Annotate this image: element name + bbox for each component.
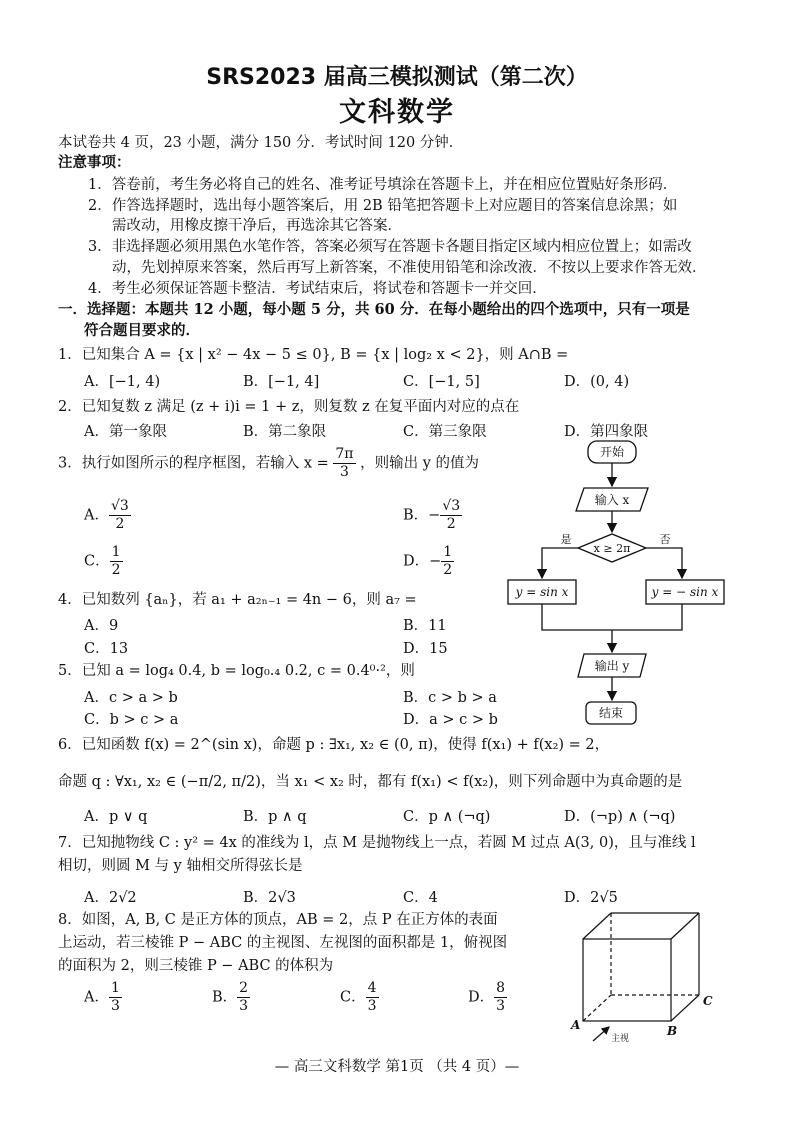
flow-output-label: 输出 y xyxy=(594,659,630,673)
flow-end-label: 结束 xyxy=(598,706,624,720)
q3-option-c-label: C． xyxy=(84,553,110,570)
q3-option-d-den: 2 xyxy=(443,562,453,578)
section-heading: 一．选择题：本题共 12 小题，每小题 5 分，共 60 分．在每小题给出的四个选项中，只有一项是 xyxy=(58,301,690,318)
q1-stem: 1．已知集合 A = {x | x² − 4x − 5 ≤ 0}, B = {x | log₂ x < 2}，则 A∩B = xyxy=(58,347,569,363)
q4-option-b[interactable]: B．11 xyxy=(403,618,447,634)
q8-option-b-den: 3 xyxy=(239,998,249,1014)
exam-subject: 文科数学 xyxy=(339,97,455,128)
q7-option-d[interactable]: D．2√5 xyxy=(564,890,618,906)
q2-stem: 2．已知复数 z 满足 (z + i)i = 1 + z，则复数 z 在复平面内对应的点在 xyxy=(58,399,520,415)
q7-stem-line2: 相切，则圆 M 与 y 轴相交所得弦长是 xyxy=(58,858,303,874)
q8-option-b-num: 2 xyxy=(239,980,249,996)
q3-option-b[interactable] xyxy=(403,498,462,533)
q1-option-c[interactable]: C．[−1, 5] xyxy=(403,374,480,390)
flow-input-label: 输入 x xyxy=(594,493,630,507)
q3-stem-pre: 3．执行如图所示的程序框图，若输入 x = xyxy=(58,455,329,472)
q3-option-d-fraction xyxy=(441,544,454,579)
notice-2-cont: 需改动，用橡皮擦干净后，再选涂其它答案． xyxy=(112,218,402,234)
q4-stem: 4．已知数列 {aₙ}，若 a₁ + a₂ₙ₋₁ = 4n − 6，则 a₇ = xyxy=(58,592,417,608)
q3-option-d-label: D． xyxy=(403,553,430,570)
exam-info: 本试卷共 4 页，23 小题，满分 150 分．考试时间 120 分钟． xyxy=(58,135,464,151)
q8-option-d-num: 8 xyxy=(496,980,506,996)
q1-option-a[interactable]: A．[−1, 4) xyxy=(84,374,161,390)
q8-stem-line1: 8．如图，A, B, C 是正方体的顶点，AB = 2，点 P 在正方体的表面 xyxy=(58,912,498,928)
flow-start-label: 开始 xyxy=(599,445,625,459)
q8-option-a-den: 3 xyxy=(110,998,120,1014)
page-footer: — 高三文科数学 第1页 （共 4 页）— xyxy=(274,1059,520,1075)
q8-option-a-label: A． xyxy=(84,989,109,1006)
q8-option-c-fraction xyxy=(366,980,379,1015)
cube-figure xyxy=(565,905,725,1045)
q6-stem-line1: 6．已知函数 f(x) = 2^(sin x)，命题 p : ∃x₁, x₂ ∈ (0, π)，使得 f(x₁) + f(x₂) = 2， xyxy=(58,737,610,753)
q4-option-d[interactable]: D．15 xyxy=(403,641,448,657)
q8-option-a-fraction xyxy=(109,980,122,1015)
cube-label-c: C xyxy=(703,994,713,1008)
q6-stem-line2: 命题 q : ∀x₁, x₂ ∈ (−π/2, π/2)，当 x₁ < x₂ 时，都有 f(x₁) < f(x₂)，则下列命题中为真命题的是 xyxy=(58,774,683,790)
q3-option-c-num: 1 xyxy=(111,544,121,560)
q8-option-d[interactable] xyxy=(468,980,507,1015)
q7-option-a[interactable]: A．2√2 xyxy=(84,890,137,906)
q3-option-d-sign: − xyxy=(429,553,442,570)
cube-view-label: 主视 xyxy=(611,1034,630,1044)
q2-option-b[interactable]: B．第二象限 xyxy=(243,424,327,440)
q8-option-a-num: 1 xyxy=(110,980,120,996)
q3-option-d[interactable] xyxy=(403,544,454,579)
q8-option-d-den: 3 xyxy=(496,998,506,1014)
flow-no-label: 否 xyxy=(659,533,671,546)
notice-4: 4．考生必须保证答题卡整洁．考试结束后，将试卷和答题卡一并交回． xyxy=(88,281,547,297)
q8-option-a[interactable] xyxy=(84,980,122,1015)
flow-condition-label: x ≥ 2π xyxy=(593,542,631,555)
q5-stem: 5．已知 a = log₄ 0.4, b = log₀.₄ 0.2, c = 0.4⁰·²，则 xyxy=(58,663,415,679)
q6-option-b[interactable]: B．p ∧ q xyxy=(243,809,307,825)
q7-stem-line1: 7．已知抛物线 C : y² = 4x 的准线为 l，点 M 是抛物线上一点，若圆 M 过点 A(3, 0)，且与准线 l xyxy=(58,835,696,851)
q6-option-c[interactable]: C．p ∧ (¬q) xyxy=(403,809,491,825)
q7-option-c[interactable]: C．4 xyxy=(403,890,438,906)
q6-option-d[interactable]: D．(¬p) ∧ (¬q) xyxy=(564,809,676,825)
q7-option-b[interactable]: B．2√3 xyxy=(243,890,296,906)
cube-front-face xyxy=(583,939,671,1021)
cube-label-b: B xyxy=(667,1024,678,1038)
flowchart xyxy=(500,436,740,736)
q8-option-c-num: 4 xyxy=(367,980,377,996)
q2-option-d[interactable]: D．第四象限 xyxy=(564,424,649,440)
q3-option-a-fraction xyxy=(109,498,131,533)
q3-option-b-den: 2 xyxy=(446,516,456,532)
q5-option-b[interactable]: B．c > b > a xyxy=(403,690,497,706)
notice-3-cont: 动，先划掉原来答案，然后再写上新答案，不准使用铅笔和涂改液．不按以上要求作答无效． xyxy=(112,260,707,276)
q3-input-fraction xyxy=(333,446,355,481)
q5-option-a[interactable]: A．c > a > b xyxy=(84,690,178,706)
q3-option-a-label: A． xyxy=(84,507,109,524)
q8-option-b-fraction xyxy=(237,980,250,1015)
q3-option-b-fraction xyxy=(440,498,462,533)
notice-2: 2．作答选择题时，选出每小题答案后，用 2B 铅笔把答题卡上对应题目的答案信息涂黑；如 xyxy=(88,198,678,214)
exam-title: SRS2023 届高三模拟测试（第二次） xyxy=(206,65,588,90)
q1-option-d[interactable]: D．(0, 4) xyxy=(564,374,630,390)
notice-1: 1．答卷前，考生务必将自己的姓名、准考证号填涂在答题卡上，并在相应位置贴好条形码． xyxy=(88,177,678,193)
q8-option-d-label: D． xyxy=(468,989,495,1006)
q8-option-b-label: B． xyxy=(212,989,238,1006)
q3-input-denominator: 3 xyxy=(339,464,349,480)
q3-option-a[interactable] xyxy=(84,498,131,533)
q2-option-a[interactable]: A．第一象限 xyxy=(84,424,167,440)
q4-option-a[interactable]: A．9 xyxy=(84,618,119,634)
q3-option-c-fraction xyxy=(110,544,123,579)
notice-title: 注意事项： xyxy=(58,154,131,171)
notice-3: 3．非选择题必须用黑色水笔作答，答案必须写在答题卡各题目指定区域内相应位置上；如需改 xyxy=(88,239,692,255)
q4-option-c[interactable]: C．13 xyxy=(84,641,129,657)
q5-option-d[interactable]: D．a > c > b xyxy=(403,712,498,728)
q3-option-b-label: B． xyxy=(403,507,429,524)
q8-stem-line2: 上运动，若三棱锥 P − ABC 的主视图、左视图的面积都是 1，俯视图 xyxy=(58,935,508,951)
q2-option-c[interactable]: C．第三象限 xyxy=(403,424,487,440)
q3-stem-post: ，则输出 y 的值为 xyxy=(360,455,480,472)
q1-option-b[interactable]: B．[−1, 4] xyxy=(243,374,320,390)
q3-option-d-num: 1 xyxy=(443,544,453,560)
q3-option-a-num: √3 xyxy=(110,498,129,514)
q3-option-c[interactable] xyxy=(84,544,123,579)
q3-stem xyxy=(58,446,479,481)
q3-option-b-num: √3 xyxy=(442,498,461,514)
flow-left-label: y = sin x xyxy=(515,585,569,599)
q8-option-c[interactable] xyxy=(340,980,379,1015)
flow-right-label: y = − sin x xyxy=(651,585,719,599)
q3-option-a-den: 2 xyxy=(115,516,125,532)
q6-option-a[interactable]: A．p ∨ q xyxy=(84,809,148,825)
q5-option-c[interactable]: C．b > c > a xyxy=(84,712,179,728)
q8-option-d-fraction xyxy=(494,980,507,1015)
cube-label-a: A xyxy=(571,1018,581,1032)
q8-option-c-den: 3 xyxy=(367,998,377,1014)
q8-stem-line3: 的面积为 2，则三棱锥 P − ABC 的体积为 xyxy=(58,958,334,974)
q8-option-b[interactable] xyxy=(212,980,250,1015)
section-heading-cont: 符合题目要求的． xyxy=(84,322,200,339)
q3-input-numerator: 7π xyxy=(335,446,354,462)
q3-option-b-sign: − xyxy=(428,507,441,524)
q3-option-c-den: 2 xyxy=(111,562,121,578)
flow-yes-label: 是 xyxy=(560,533,572,546)
q8-option-c-label: C． xyxy=(340,989,366,1006)
